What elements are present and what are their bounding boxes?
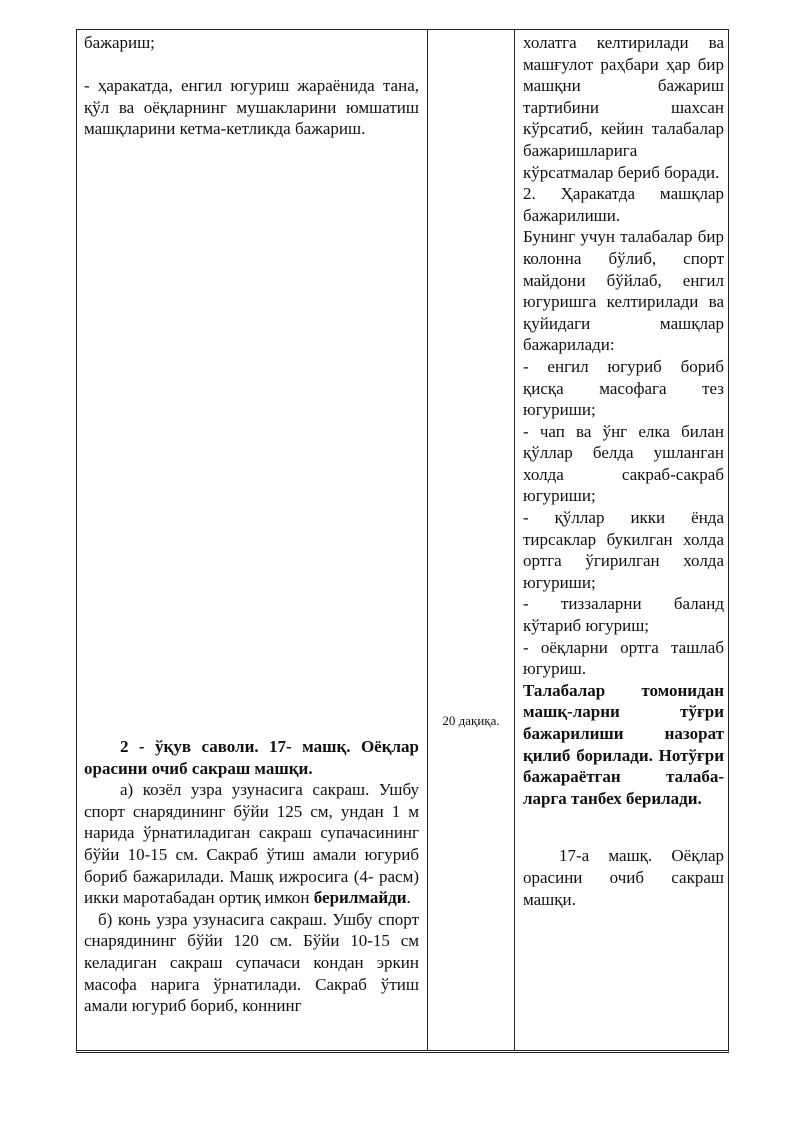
method-point-2: 2. Ҳаракатда машқлар бажарилиши. — [523, 184, 724, 225]
control-note: Талабалар томонидан машқ-ларни тўғри бажарилиши назорат қилиб борилади. Нотўғри бажараётган талаба-ларга танбех берилади. — [523, 680, 724, 808]
item-a-end: . — [406, 888, 411, 908]
lesson-plan-table — [76, 29, 729, 1053]
left-line-warmup: - ҳаракатда, енгил югуриш жараёнида тана, қўл ва оёқларнинг мушакларини юмшатиш машқларини кетма-кетликда бажариш. — [84, 76, 419, 139]
item-a-text: а) козёл узра узунасига сакраш. Ушбу спорт снарядининг бўйи 125 см, ундан 1 м нарида ўрнатиладиган сакраш супачасининг бўйи 10-15 см. Сакраб ўтиш амали югуриб бориб бажарилади. Машқ ижросига (4- расм) икки маротабадан ортиқ имкон — [84, 780, 419, 908]
item-a-paragraph — [84, 779, 419, 909]
item-a-bold: берилмайди — [313, 888, 407, 908]
exercise-item: - енгил югуриб бориб қисқа масофага тез югуриши; — [523, 356, 724, 420]
left-line-first: бажариш; — [84, 33, 155, 52]
question-block — [84, 736, 419, 1017]
exercise-item: - оёқларни ортга ташлаб югуриш. — [523, 637, 724, 679]
duration-column — [428, 30, 515, 1050]
duration-text: 20 дақиқа. — [442, 713, 500, 728]
method-block — [523, 32, 724, 910]
exercise-item: - қўллар икки ёнда тирсаклар букилган холда ортга ўгирилган холда югуриши; — [523, 508, 724, 592]
left-intro-block — [84, 32, 419, 140]
exercise-item: - чап ва ўнг елка билан қўллар белда ушланган холда сакраб-сакраб югуриши; — [523, 421, 724, 506]
content-column — [77, 30, 428, 1050]
item-b-paragraph: б) конь узра узунасига сакраш. Ушбу спорт снарядининг бўйи 120 см. Бўйи 10-15 см келадиган сакраш супачаси кондан эркин масофа нарига ўрнатилади. Сакраб ўтиш амали югуриб бориб, коннинг — [84, 909, 419, 1016]
question-heading: 2 - ўқув саволи. 17- машқ. Оёқлар орасини очиб сакраш машқи. — [84, 737, 419, 778]
method-column — [515, 30, 728, 1050]
exercise-17a-caption: 17-а машқ. Оёқлар орасини очиб сакраш машқи. — [523, 846, 724, 909]
method-intro: холатга келтирилади ва машғулот раҳбари ҳар бир машқни бажариш тартибини шахсан кўрсатиб, кейин талабалар бажаришларига кўрсатмалар бериб боради. — [523, 33, 724, 182]
method-point-2-text: Бунинг учун талабалар бир колонна бўлиб, спорт майдони бўйлаб, енгил югуришга келтирилади ва қуйидаги машқлар бажарилади: — [523, 227, 724, 355]
exercise-item: - тиззаларни баланд кўтариб югуриш; — [523, 594, 724, 636]
